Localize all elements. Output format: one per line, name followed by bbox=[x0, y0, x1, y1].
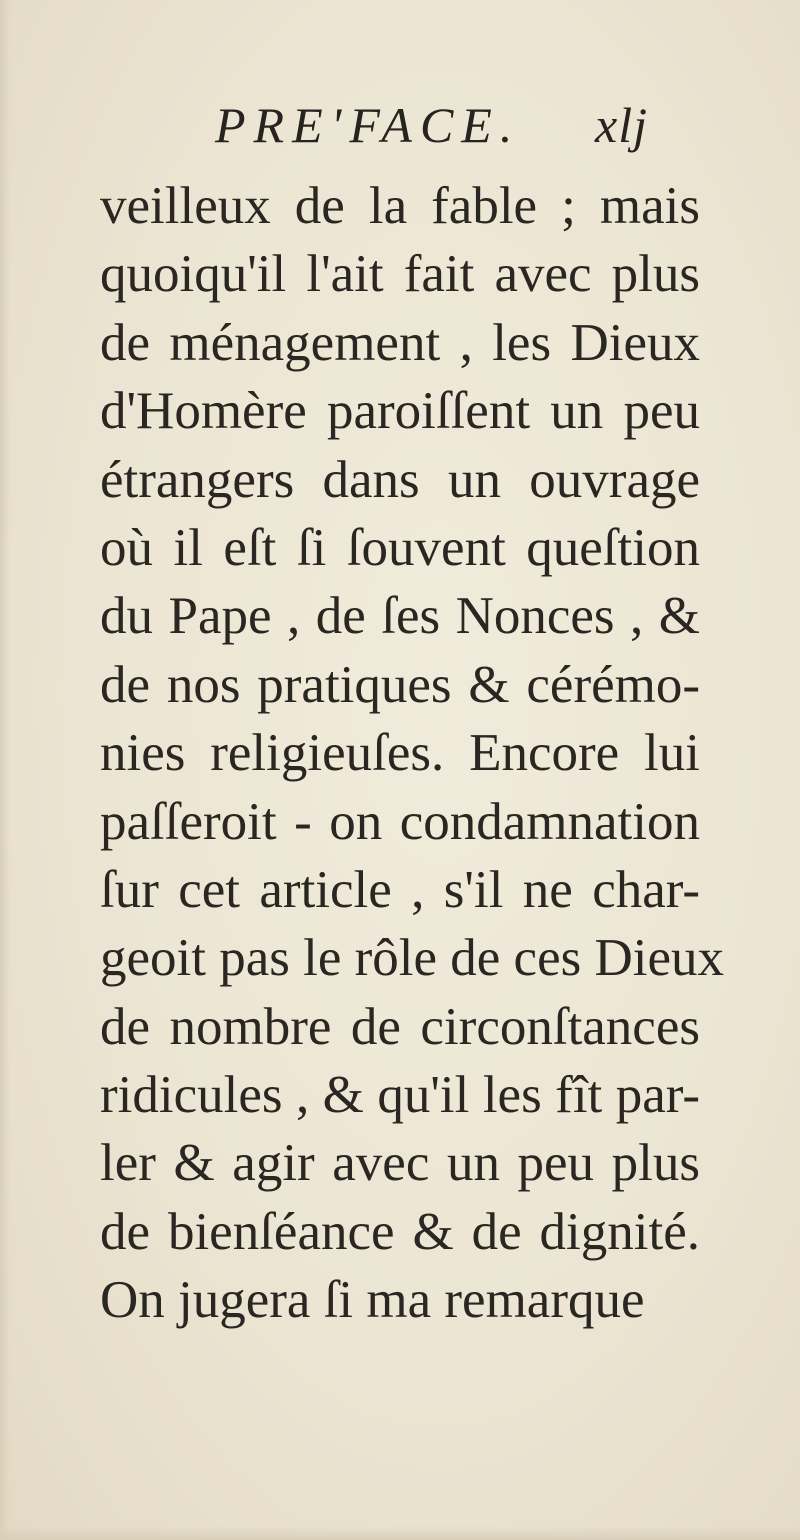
text-line: ridicules , & qu'il les fît par- bbox=[100, 1066, 700, 1125]
text-line: où il eſt ſi ſouvent queſtion bbox=[100, 518, 700, 577]
text-line: de nombre de circonſtances bbox=[100, 997, 700, 1056]
running-head: PRE'FACE. bbox=[215, 97, 521, 153]
text-line: quoiqu'il l'ait fait avec plus bbox=[100, 245, 700, 304]
text-line: paſſeroit - on condamnation bbox=[100, 792, 700, 851]
text-line: nies religieuſes. Encore lui bbox=[100, 724, 700, 783]
body-text bbox=[100, 172, 724, 1335]
text-line: geoit pas le rôle de ces Dieux bbox=[100, 929, 724, 988]
text-line: d'Homère paroiſſent un peu bbox=[100, 382, 700, 441]
page-number: xlj bbox=[595, 97, 648, 153]
text-line: ler & agir avec un peu plus bbox=[100, 1134, 700, 1193]
page-header bbox=[215, 96, 715, 166]
text-line: de nos pratiques & cérémo- bbox=[100, 655, 700, 714]
text-line: de bienſéance & de dignité. bbox=[100, 1202, 700, 1261]
text-line: étrangers dans un ouvrage bbox=[100, 450, 700, 509]
text-line: On jugera ſi ma remarque bbox=[100, 1271, 645, 1330]
text-line: de ménagement , les Dieux bbox=[100, 313, 700, 372]
text-line: ſur cet article , s'il ne char- bbox=[100, 860, 700, 919]
text-line: veilleux de la fable ; mais bbox=[100, 177, 700, 235]
page-bottom-edge bbox=[0, 1526, 800, 1540]
page-gutter-shadow bbox=[0, 0, 10, 1540]
text-line: du Pape , de ſes Nonces , & bbox=[100, 587, 700, 646]
